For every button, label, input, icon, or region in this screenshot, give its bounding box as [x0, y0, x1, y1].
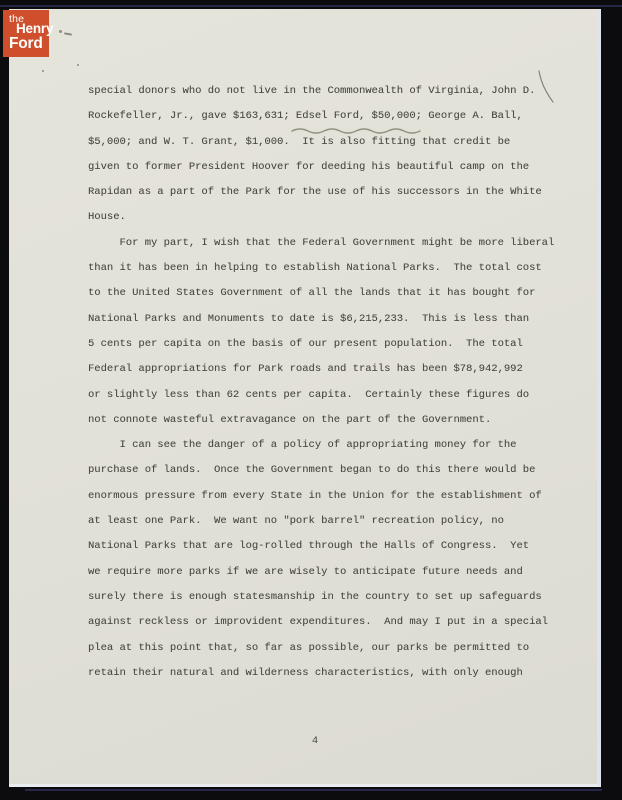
pencil-stroke-icon [536, 70, 556, 104]
typed-line: National Parks and Monuments to date is $6,215,233. This is less than [88, 312, 530, 325]
logo-text-the: the [9, 13, 25, 25]
typed-line: purchase of lands. Once the Government began to do this there would be [88, 464, 536, 477]
typed-line: Rapidan as a part of the Park for the use of his successors in the White [88, 186, 542, 199]
typed-line: House. [88, 211, 126, 224]
typed-line: National Parks that are log-rolled through the Halls of Congress. Yet [88, 540, 530, 553]
typed-line: or slightly less than 62 cents per capita. Certainly these figures do [88, 388, 530, 401]
logo-text-ford: Ford [9, 35, 43, 52]
typed-line: against reckless or improvident expenditures. And may I put in a special [88, 616, 548, 629]
pencil-underline [291, 126, 427, 136]
scan-edge-line-top [0, 5, 622, 7]
typed-line: given to former President Hoover for deeding his beautiful camp on the [88, 160, 530, 173]
typed-line: I can see the danger of a policy of appropriating money for the [88, 439, 517, 452]
typed-line: Rockefeller, Jr., gave $163,631; Edsel Ford, $50,000; George A. Ball, [88, 110, 523, 123]
logo-text-henry: Henry [16, 21, 54, 36]
pencil-speck [64, 32, 72, 35]
typed-line: we require more parks if we are wisely to anticipate future needs and [88, 565, 523, 578]
pencil-speck [42, 70, 44, 72]
pencil-speck [59, 30, 62, 33]
typed-line: not connote wasteful extravagance on the part of the Government. [88, 413, 492, 426]
typed-line: $5,000; and W. T. Grant, $1,000. It is also fitting that credit be [88, 135, 511, 148]
pencil-speck [77, 64, 79, 66]
typed-line: Federal appropriations for Park roads and trails has been $78,942,992 [88, 363, 523, 376]
henry-ford-logo [3, 10, 54, 57]
typed-line: than it has been in helping to establish National Parks. The total cost [88, 262, 542, 275]
page-number: 4 [311, 735, 319, 747]
typed-line: retain their natural and wilderness characteristics, with only enough [88, 666, 523, 679]
typed-line: For my part, I wish that the Federal Government might be more liberal [88, 236, 555, 249]
typed-line: special donors who do not live in the Commonwealth of Virginia, John D. [88, 85, 536, 97]
typed-line: surely there is enough statesmanship in the country to set up safeguards [88, 590, 542, 603]
scan-edge-line-bottom [25, 789, 602, 791]
paper [9, 9, 601, 787]
typed-line: to the United States Government of all the lands that it has bought for [88, 287, 536, 300]
typed-line: 5 cents per capita on the basis of our present population. The total [88, 337, 523, 350]
typed-line: plea at this point that, so far as possible, our parks be permitted to [88, 641, 530, 654]
typed-line: enormous pressure from every State in the Union for the establishment of [88, 489, 542, 502]
typed-line: at least one Park. We want no "pork barrel" recreation policy, no [88, 515, 504, 528]
typed-body [88, 79, 566, 686]
